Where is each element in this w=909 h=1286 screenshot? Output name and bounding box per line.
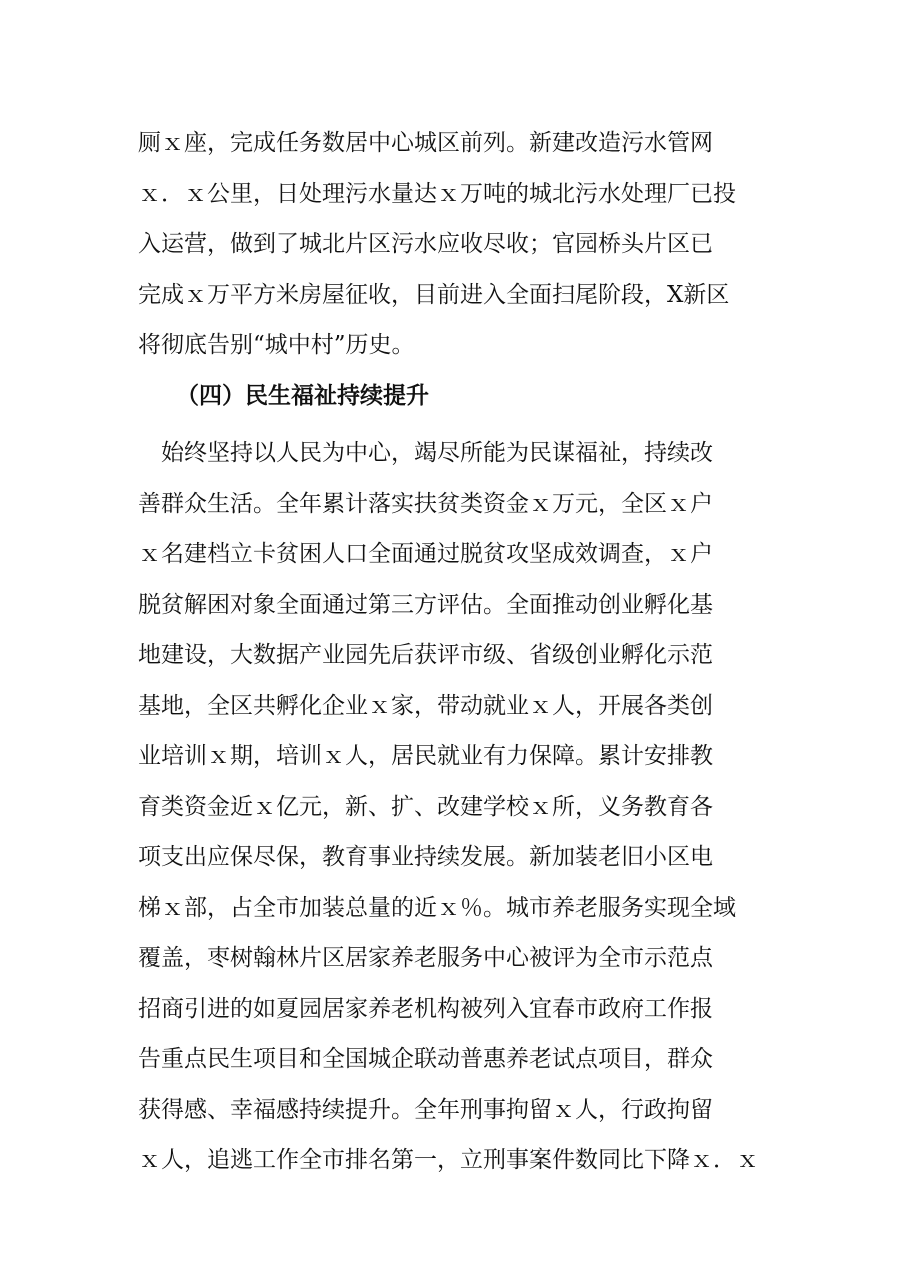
text-line: 始终坚持以人民为中心，竭尽所能为民谋福祉，持续改: [138, 440, 713, 466]
text-line: 地建设，大数据产业园先后获评市级、省级创业孵化示范: [138, 642, 713, 668]
text-line: ｘ名建档立卡贫困人口全面通过脱贫攻坚成效调查，ｘ户: [138, 541, 713, 567]
paragraph-urban-renewal: [138, 118, 778, 371]
text-line: 业培训ｘ期，培训ｘ人，居民就业有力保障。累计安排教: [138, 743, 713, 769]
text-line: 脱贫解困对象全面通过第三方评估。全面推动创业孵化基: [138, 591, 713, 618]
text-line: 将彻底告别“城中村”历史。: [138, 332, 415, 358]
section-heading: （四）民生福祉持续提升: [176, 382, 429, 409]
text-line: ｘ人，追逃工作全市排名第一，立刑事案件数同比下降ｘ．ｘ: [138, 1147, 759, 1173]
text-line: 厕ｘ座，完成任务数居中心城区前列。新建改造污水管网: [138, 130, 713, 156]
text-line: 项支出应保尽保，教育事业持续发展。新加装老旧小区电: [138, 844, 713, 870]
text-line: ｘ．ｘ公里，日处理污水量达ｘ万吨的城北污水处理厂已投: [138, 180, 736, 207]
text-line: 基地，全区共孵化企业ｘ家，带动就业ｘ人，开展各类创: [138, 692, 713, 719]
text-line: 育类资金近ｘ亿元，新、扩、改建学校ｘ所，义务教育各: [138, 793, 713, 820]
text-line: 覆盖，枣树翰林片区居家养老服务中心被评为全市示范点: [138, 945, 713, 971]
text-line: 获得感、幸福感持续提升。全年刑事拘留ｘ人，行政拘留: [138, 1096, 713, 1123]
text-line: 梯ｘ部，占全市加装总量的近ｘ％。城市养老服务实现全域: [138, 894, 736, 921]
text-line: 善群众生活。全年累计落实扶贫类资金ｘ万元，全区ｘ户: [138, 490, 713, 517]
text-line: 招商引进的如夏园居家养老机构被列入宜春市政府工作报: [138, 995, 713, 1022]
text-line: 入运营，做到了城北片区污水应收尽收；官园桥头片区已: [138, 231, 713, 257]
text-line: 完成ｘ万平方米房屋征收，目前进入全面扫尾阶段，X新区: [138, 281, 730, 308]
text-line: 告重点民生项目和全国城企联动普惠养老试点项目，群众: [138, 1046, 713, 1072]
paragraph-livelihood: [138, 428, 778, 1186]
